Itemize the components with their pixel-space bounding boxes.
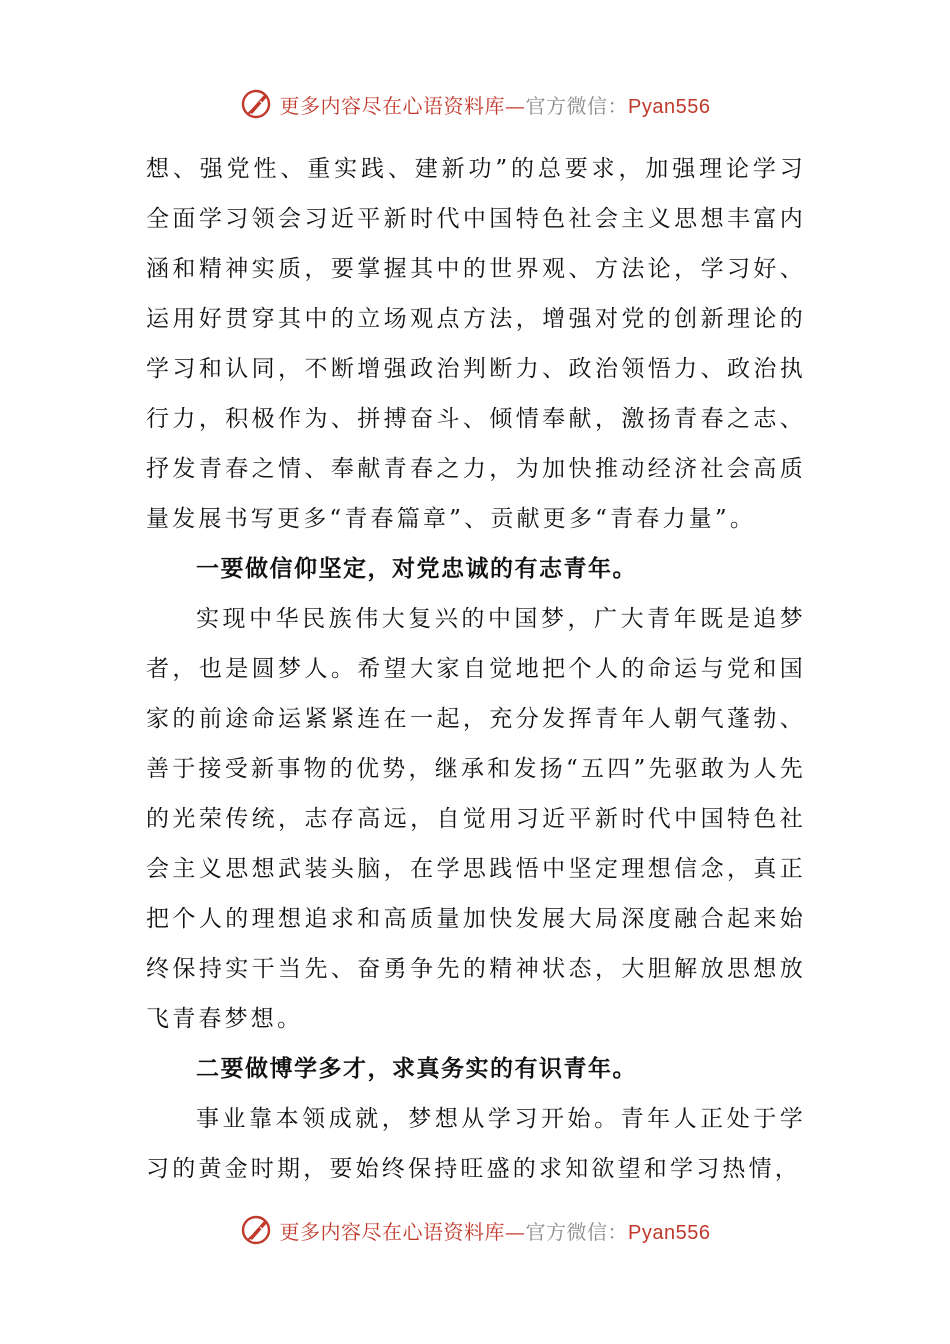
footer-banner	[0, 1210, 950, 1250]
paragraph-1: 想、强党性、重实践、建新功”的总要求，加强理论学习全面学习领会习近平新时代中国特色社会主义思想丰富内涵和精神实质，要掌握其中的世界观、方法论，学习好、运用好贯穿其中的立场观点方法，增强对党的创新理论的学习和认同，不断增强政治判断力、政治领悟力、政治执行力，积极作为、拼搏奋斗、倾情奉献，激扬青春之志、抒发青春之情、奉献青春之力，为加快推动经济社会高质量发展书写更多“青春篇章”、贡献更多“青春力量”。	[146, 156, 806, 532]
header-wechat-id: Pyan556	[628, 95, 711, 118]
header-banner	[0, 84, 950, 124]
footer-wechat-id: Pyan556	[628, 1221, 711, 1244]
footer-banner-text	[280, 1216, 711, 1245]
section-heading-2: 二要做博学多才，求真务实的有识青年。	[196, 1055, 637, 1082]
section-heading-1: 一要做信仰坚定，对党忠诚的有志青年。	[196, 555, 637, 582]
paragraph-3: 事业靠本领成就，梦想从学习开始。青年人正处于学习的黄金时期，要始终保持旺盛的求知欲望和学习热情，	[146, 1106, 806, 1182]
header-wechat-label: 官方微信：	[525, 93, 629, 118]
header-banner-text	[280, 90, 711, 119]
document-body	[146, 144, 806, 1194]
paragraph-2: 实现中华民族伟大复兴的中国梦，广大青年既是追梦者，也是圆梦人。希望大家自觉地把个人的命运与党和国家的前途命运紧紧连在一起，充分发挥青年人朝气蓬勃、善于接受新事物的优势，继承和发扬“五四”先驱敢为人先的光荣传统，志存高远，自觉用习近平新时代中国特色社会主义思想武装头脑，在学思践悟中坚定理想信念，真正把个人的理想追求和高质量加快发展大局深度融合起来始终保持实干当先、奋勇争先的精神状态，大胆解放思想放飞青春梦想。	[146, 606, 806, 1032]
quill-logo-icon	[240, 87, 274, 121]
header-banner-main: 更多内容尽在心语资料库—	[279, 93, 526, 118]
quill-logo-icon	[240, 1213, 274, 1247]
footer-wechat-label: 官方微信：	[525, 1219, 629, 1244]
footer-banner-main: 更多内容尽在心语资料库—	[279, 1219, 526, 1244]
